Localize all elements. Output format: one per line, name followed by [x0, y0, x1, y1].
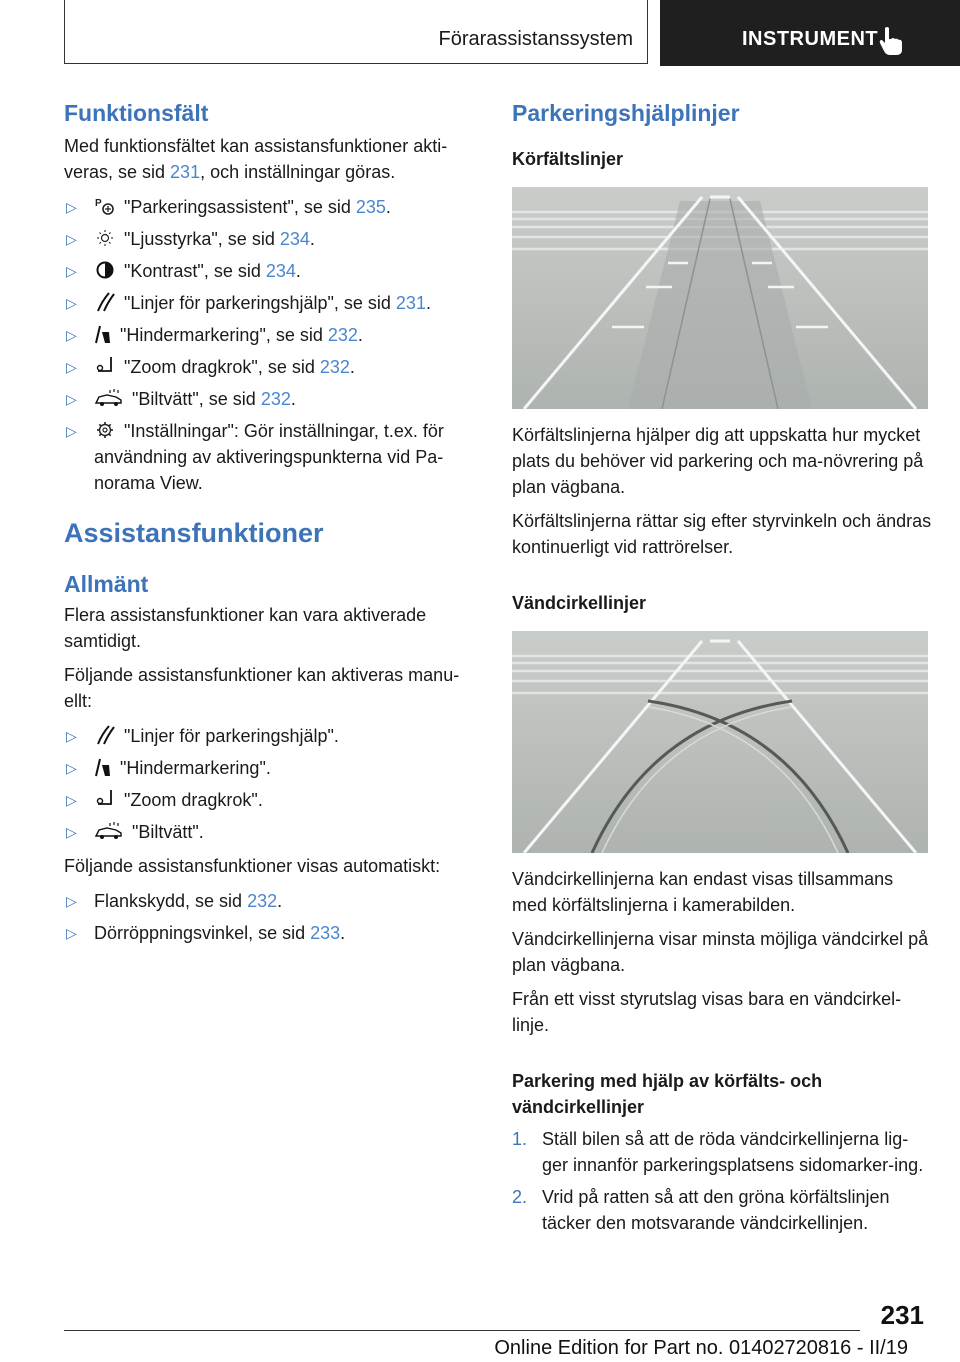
header-section-title: Förarassistanssystem	[438, 28, 633, 50]
list-item: ▷ "Biltvätt", se sid 232.	[64, 386, 484, 412]
list-item: ▷ "Kontrast", se sid 234.	[64, 258, 484, 284]
header-section-box	[64, 0, 648, 64]
list-item: ▷ "Inställningar": Gör inställningar, t.ex. för användning av aktiveringspunkterna vid Pa-norama View.	[64, 418, 484, 496]
turn-paragraph-2: Vändcirkellinjerna visar minsta möjliga vändcirkel på plan vägbana.	[512, 929, 929, 975]
parking-lines-icon	[94, 725, 116, 745]
funktionsfalt-heading: Funktionsfält	[64, 100, 209, 126]
list-item: ▷ "Hindermarkering", se sid 232.	[64, 322, 484, 348]
parking-lines-icon	[94, 292, 116, 312]
vandcirkellinjer-heading: Vändcirkellinjer	[512, 593, 647, 613]
page-ref-link[interactable]: 231	[170, 162, 201, 182]
general-paragraph-1: Flera assistansfunktioner kan vara aktiverade samtidigt.	[64, 605, 427, 651]
right-column	[512, 100, 932, 1236]
manual-functions-list	[64, 723, 484, 845]
triangle-bullet-icon: ▷	[66, 359, 77, 375]
turning-circle-camera-image	[512, 631, 928, 853]
lanes-paragraph-1: Körfältslinjerna hjälper dig att uppskatta hur mycket plats du behöver vid parkering och ma-növrering på plan vägbana.	[512, 425, 924, 497]
turn-paragraph-3: Från ett visst styrutslag visas bara en vändcirkel-linje.	[512, 989, 902, 1035]
pointing-hand-icon	[878, 26, 904, 56]
list-item: ▷ "Linjer för parkeringshjälp".	[64, 723, 484, 749]
auto-functions-list	[64, 888, 484, 946]
list-item: ▷ "Ljusstyrka", se sid 234.	[64, 226, 484, 252]
svg-text:P: P	[95, 198, 102, 209]
turn-paragraph-1: Vändcirkellinjerna kan endast visas tillsammans med körfältslinjerna i kamerabilden.	[512, 869, 894, 915]
general-paragraph-2: Följande assistansfunktioner kan aktiveras manu-ellt:	[64, 665, 460, 711]
step-number: 2.	[512, 1187, 528, 1207]
brightness-icon	[94, 228, 116, 248]
step-item: 1. Ställ bilen så att de röda vändcirkellinjerna lig-ger innanför parkeringsplatsens sidomarker-ing.	[512, 1126, 932, 1178]
obstacle-marking-icon	[94, 757, 112, 777]
tow-hitch-zoom-icon	[94, 356, 116, 376]
contrast-icon	[94, 260, 116, 280]
triangle-bullet-icon: ▷	[66, 199, 77, 215]
list-item: ▷ "Hindermarkering".	[64, 755, 484, 781]
header-chapter-title: INSTRUMENT	[742, 28, 879, 50]
page-ref-link[interactable]: 234	[265, 261, 296, 281]
step-item: 2. Vrid på ratten så att den gröna körfältslinjen täcker den motsvarande vändcirkellinjen.	[512, 1184, 932, 1236]
lane-lines-camera-image	[512, 187, 928, 409]
list-item: ▷ Dörröppningsvinkel, se sid 233.	[64, 920, 484, 946]
page-ref-link[interactable]: 232	[319, 357, 350, 377]
parkeringshjalplinjer-heading: Parkeringshjälplinjer	[512, 100, 740, 126]
triangle-bullet-icon: ▷	[66, 391, 77, 407]
header-chapter-tab[interactable]	[660, 0, 960, 66]
triangle-bullet-icon: ▷	[66, 423, 77, 439]
triangle-bullet-icon: ▷	[66, 792, 77, 808]
page-ref-link[interactable]: 232	[247, 891, 278, 911]
triangle-bullet-icon: ▷	[66, 760, 77, 776]
korfaltslinjer-heading: Körfältslinjer	[512, 149, 624, 169]
allmant-heading: Allmänt	[64, 571, 149, 597]
parking-assistant-icon	[94, 196, 116, 216]
funktionsfalt-intro: Med funktionsfältet kan assistansfunktioner akti- veras, se sid 231, och inställningar göras.	[64, 136, 448, 182]
triangle-bullet-icon: ▷	[66, 295, 77, 311]
list-item: ▷ P "Parkeringsassistent", se sid 235.	[64, 194, 484, 220]
footer-divider	[64, 1330, 860, 1331]
triangle-bullet-icon: ▷	[66, 263, 77, 279]
lanes-paragraph-2: Körfältslinjerna rättar sig efter styrvinkeln och ändras kontinuerligt vid rattrörelser.	[512, 511, 932, 557]
tow-hitch-zoom-icon	[94, 789, 116, 809]
left-column	[64, 100, 484, 946]
triangle-bullet-icon: ▷	[66, 925, 77, 941]
list-item: ▷ Flankskydd, se sid 232.	[64, 888, 484, 914]
page-ref-link[interactable]: 232	[327, 325, 358, 345]
car-wash-icon	[94, 388, 124, 408]
triangle-bullet-icon: ▷	[66, 327, 77, 343]
page-number: 231	[880, 1300, 924, 1330]
triangle-bullet-icon: ▷	[66, 824, 77, 840]
page-ref-link[interactable]: 232	[260, 389, 291, 409]
page-ref-link[interactable]: 233	[310, 923, 341, 943]
step-number: 1.	[512, 1129, 528, 1149]
list-item: ▷ "Biltvätt".	[64, 819, 484, 845]
footer-edition: Online Edition for Part no. 01402720816 - II/19	[494, 1337, 908, 1359]
settings-gear-icon	[94, 420, 116, 440]
assistansfunktioner-heading: Assistansfunktioner	[64, 518, 324, 548]
triangle-bullet-icon: ▷	[66, 893, 77, 909]
list-item: ▷ "Zoom dragkrok".	[64, 787, 484, 813]
procedure-steps	[512, 1126, 932, 1236]
list-item: ▷ "Zoom dragkrok", se sid 232.	[64, 354, 484, 380]
triangle-bullet-icon: ▷	[66, 728, 77, 744]
auto-intro: Följande assistansfunktioner visas automatiskt:	[64, 856, 441, 876]
page-ref-link[interactable]: 231	[395, 293, 426, 313]
car-wash-icon	[94, 821, 124, 841]
triangle-bullet-icon: ▷	[66, 231, 77, 247]
function-field-list	[64, 194, 484, 496]
page-ref-link[interactable]: 235	[355, 197, 386, 217]
list-item: ▷ "Linjer för parkeringshjälp", se sid 231.	[64, 290, 484, 316]
page-ref-link[interactable]: 234	[279, 229, 310, 249]
obstacle-marking-icon	[94, 324, 112, 344]
parking-procedure-heading: Parkering med hjälp av körfälts- och vändcirkellinjer	[512, 1071, 823, 1117]
